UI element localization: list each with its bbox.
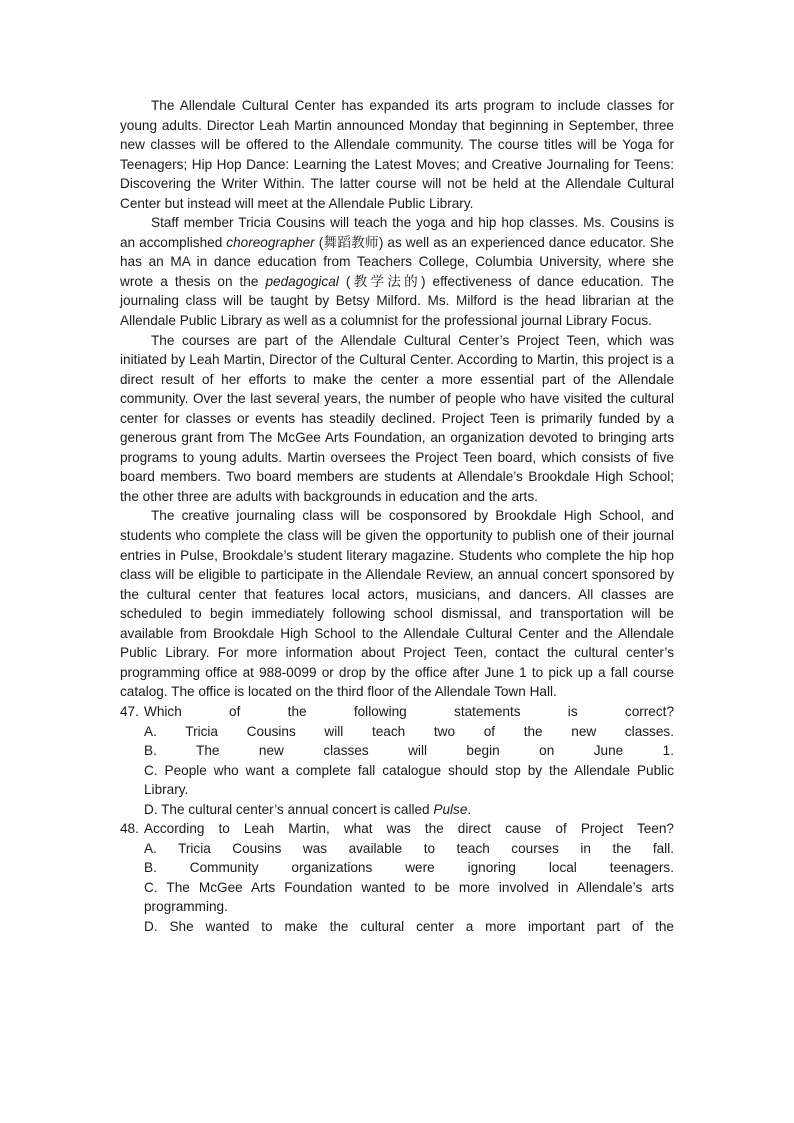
question-stem: Which of the following statements is correct? (144, 703, 674, 719)
gloss-pedagogical: (教学法的) (338, 273, 426, 289)
option-b: B. Community organizations were ignoring local teenagers. (144, 860, 674, 876)
passage-paragraph-4: The creative journaling class will be cosponsored by Brookdale High School, and students who complete the class will be given the opportunity to publish one of their journal entries in Pulse, Brookdale’s student literary magazine. Students who complete the hip hop class will be eligible to participate in the Allendale Review, an annual concert sponsored by the cultural center that features local actors, musicians, and dancers. All classes are scheduled to begin immediately following school dismissal, and transportation will be available from Brookdale High School to the Allendale Cultural Center and the Allendale Public Library. For more information about Project Teen, contact the cultural center’s programming office at 988-0099 or drop by the office after June 1 to pick up a fall course catalog. The office is located on the third floor of the Allendale Town Hall. (120, 508, 674, 700)
option-a: A. Tricia Cousins was available to teach courses in the fall. (144, 840, 674, 856)
paragraph-2-text-b: as well as an experienced dance educator. She has an MA in dance education from Teachers College, Columbia University, where she wrote a thesis on the (120, 234, 674, 289)
question-stem: According to Leah Martin, what was the direct cause of Project Teen? (144, 821, 674, 837)
option-d-term: Pulse (433, 801, 468, 817)
option-d: D. She wanted to make the cultural center a more important part of the (144, 918, 674, 934)
option-a: A. Tricia Cousins will teach two of the new classes. (144, 723, 674, 739)
option-c: C. People who want a complete fall catalogue should stop by the Allendale Public Library. (144, 762, 674, 798)
passage-paragraph-3: The courses are part of the Allendale Cultural Center’s Project Teen, which was initiated by Leah Martin, Director of the Cultural Center. According to Martin, this project is a direct result of her efforts to make the center a more essential part of the Allendale community. Over the last several years, the number of people who have visited the cultural center for classes or events has steadily declined. Project Teen is primarily funded by a generous grant from The McGee Arts Foundation, an organization devoted to bringing arts programs to young adults. Martin oversees the Project Teen board, which consists of five board members. Two board members are students at Allendale’s Brookdale High School; the other three are adults with backgrounds in education and the arts. (120, 332, 674, 504)
paragraph-2-text-a: Staff member Tricia Cousins will teach the yoga and hip hop classes. Ms. Cousins is an accomplished (120, 215, 674, 250)
option-d (120, 800, 674, 820)
question-number: 47. (120, 703, 139, 719)
document-page (120, 96, 674, 937)
paragraph-2-text-c: effectiveness of dance education. The journaling class will be taught by Betsy Milford. Ms. Milford is the head librarian at the Allendale Public Library as well as a columnist for the professional journal Library Focus. (120, 273, 675, 329)
option-b: B. The new classes will begin on June 1. (144, 743, 674, 759)
gloss-choreographer: (舞蹈教师) (314, 234, 384, 250)
passage-paragraph-1: The Allendale Cultural Center has expanded its arts program to include classes for young adults. Director Leah Martin announced Monday that beginning in September, three new classes will be offered to the Allendale community. The course titles will be Yoga for Teenagers; Hip Hop Dance: Learning the Latest Moves; and Creative Journaling for Teens: Discovering the Writer Within. The latter course will not be held at the Allendale Cultural Center but instead will meet at the Allendale Public Library. (120, 98, 674, 211)
term-pedagogical: pedagogical (265, 273, 339, 289)
passage-paragraph-2 (120, 213, 674, 330)
question-number: 48. (120, 821, 139, 837)
term-choreographer: choreographer (226, 234, 315, 250)
option-d-prefix: D. The cultural center’s annual concert is called (144, 801, 434, 817)
question-47 (120, 702, 674, 722)
question-48 (120, 819, 674, 839)
option-d-suffix: . (467, 801, 472, 817)
option-c: C. The McGee Arts Foundation wanted to be more involved in Allendale’s arts programming. (144, 879, 674, 915)
